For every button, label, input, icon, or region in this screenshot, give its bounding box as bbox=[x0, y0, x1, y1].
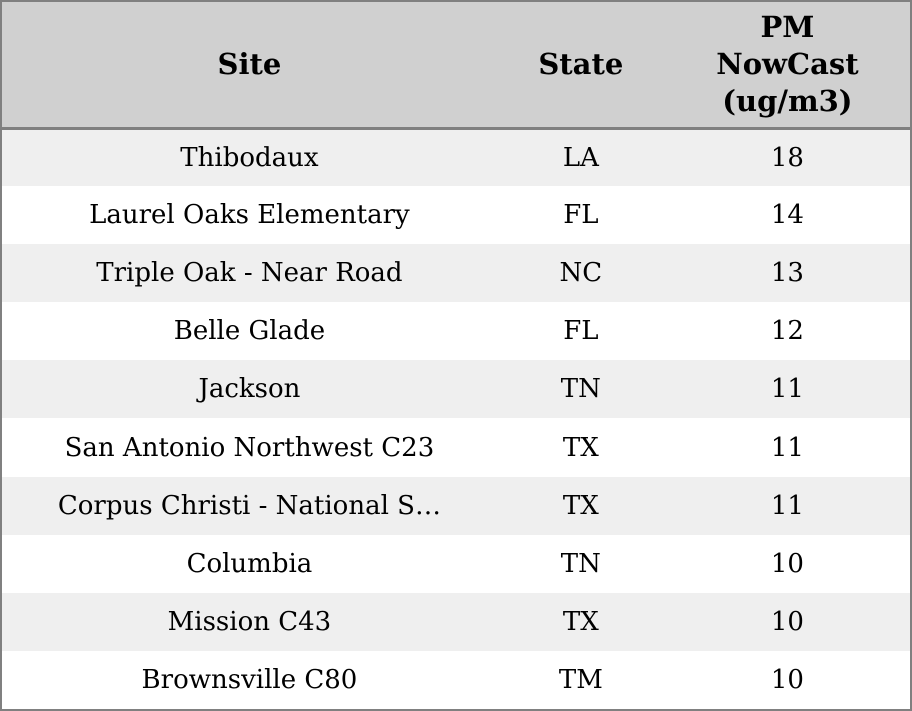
cell-pm-nowcast: 14 bbox=[665, 186, 910, 244]
cell-state: TN bbox=[497, 535, 665, 593]
cell-site: San Antonio Northwest C23 bbox=[2, 418, 497, 476]
cell-site: Brownsville C80 bbox=[2, 651, 497, 709]
cell-site: Triple Oak - Near Road bbox=[2, 244, 497, 302]
table-row bbox=[2, 593, 910, 651]
cell-state: FL bbox=[497, 186, 665, 244]
column-header-pm-nowcast-label: PM NowCast (ug/m3) bbox=[716, 10, 859, 118]
cell-state: TX bbox=[497, 418, 665, 476]
cell-state: LA bbox=[497, 128, 665, 186]
cell-pm-nowcast: 11 bbox=[665, 360, 910, 418]
cell-site: Thibodaux bbox=[2, 128, 497, 186]
table-row bbox=[2, 651, 910, 709]
cell-site: Columbia bbox=[2, 535, 497, 593]
table-row bbox=[2, 360, 910, 418]
cell-pm-nowcast: 10 bbox=[665, 535, 910, 593]
table-row bbox=[2, 302, 910, 360]
cell-pm-nowcast: 12 bbox=[665, 302, 910, 360]
cell-site: Corpus Christi - National S… bbox=[2, 477, 497, 535]
table-row bbox=[2, 477, 910, 535]
cell-state: NC bbox=[497, 244, 665, 302]
cell-pm-nowcast: 11 bbox=[665, 477, 910, 535]
column-header-pm-nowcast bbox=[665, 2, 910, 128]
table-row bbox=[2, 418, 910, 476]
cell-state: TN bbox=[497, 360, 665, 418]
cell-pm-nowcast: 18 bbox=[665, 128, 910, 186]
column-header-site: Site bbox=[2, 2, 497, 128]
cell-pm-nowcast: 10 bbox=[665, 651, 910, 709]
cell-state: TX bbox=[497, 593, 665, 651]
cell-pm-nowcast: 10 bbox=[665, 593, 910, 651]
table-row bbox=[2, 128, 910, 186]
table-row bbox=[2, 186, 910, 244]
cell-state: TM bbox=[497, 651, 665, 709]
column-header-state: State bbox=[497, 2, 665, 128]
pm-nowcast-table bbox=[2, 2, 910, 709]
cell-site: Belle Glade bbox=[2, 302, 497, 360]
cell-site: Laurel Oaks Elementary bbox=[2, 186, 497, 244]
table-row bbox=[2, 535, 910, 593]
cell-site: Mission C43 bbox=[2, 593, 497, 651]
cell-pm-nowcast: 11 bbox=[665, 418, 910, 476]
cell-site: Jackson bbox=[2, 360, 497, 418]
table-header bbox=[2, 2, 910, 128]
cell-state: FL bbox=[497, 302, 665, 360]
cell-pm-nowcast: 13 bbox=[665, 244, 910, 302]
cell-state: TX bbox=[497, 477, 665, 535]
table-body bbox=[2, 128, 910, 709]
table-row bbox=[2, 244, 910, 302]
